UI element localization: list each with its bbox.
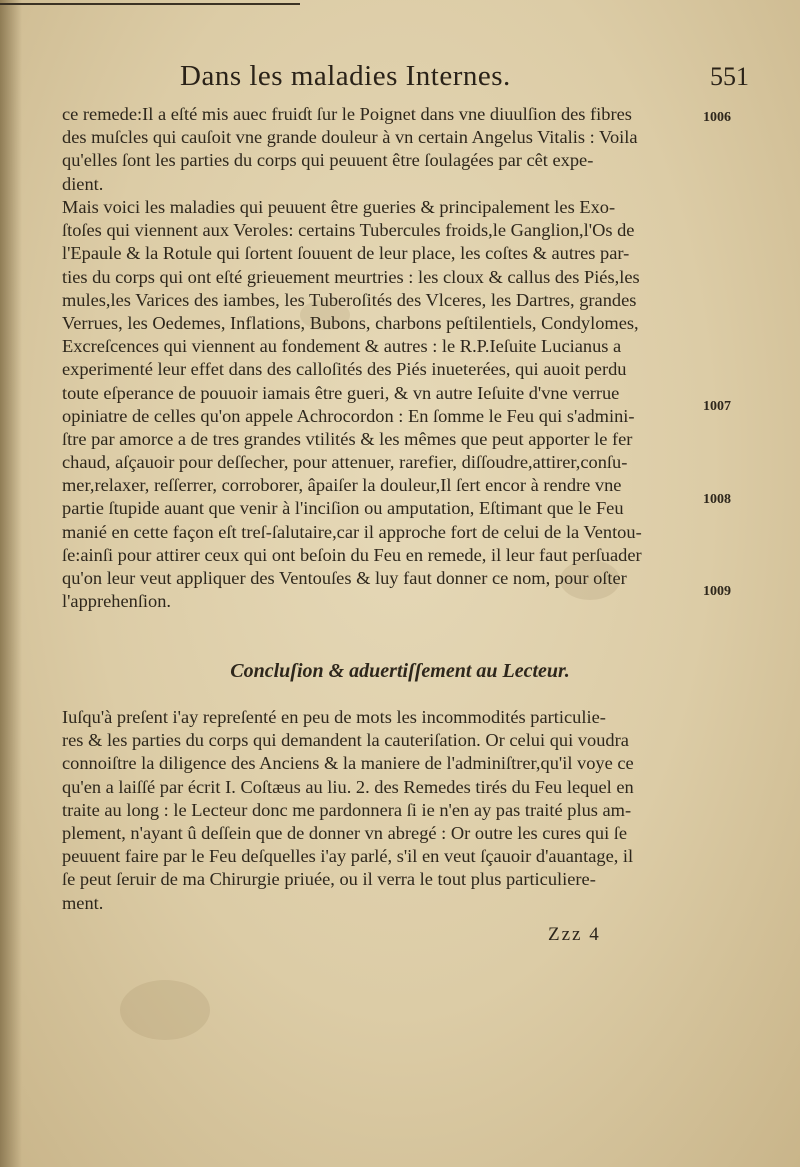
text-line: des muſcles qui cauſoit vne grande douleur à vn certain Angelus Vitalis : Voila	[62, 127, 638, 148]
page-number: 551	[710, 62, 749, 91]
text-line: experimenté leur effet dans des calloſités des Piés inueterées, qui auoit perdu	[62, 359, 627, 380]
marginal-number: 1006	[703, 110, 731, 125]
text-line: plement, n'ayant û deſſein que de donner vn abregé : Or outre les cures qui ſe	[62, 822, 628, 843]
text-line: ties du corps qui ont eſté grieuement meurtries : les cloux & callus des Piés,les	[62, 266, 640, 287]
text-line: toute eſperance de pouuoir iamais être gueri, & vn autre Ieſuite d'vne verrue	[62, 382, 620, 403]
page-header	[0, 60, 800, 100]
text-line: opiniatre de celles qu'on appele Achrocordon : En ſomme le Feu qui s'admini-	[62, 405, 635, 426]
text-line: manié en cette façon eſt treſ-ſalutaire,car il approche fort de celui de la Ventou-	[62, 521, 642, 542]
text-line: l'apprehenſion.	[62, 591, 172, 612]
text-line: mules,les Varices des iambes, les Tuberoſités des Vlceres, les Dartres, grandes	[62, 289, 637, 310]
running-title: Dans les maladies Internes.	[180, 60, 511, 92]
paper-stain	[120, 980, 210, 1040]
paragraph-2	[62, 196, 702, 613]
text-line: l'Epaule & la Rotule qui ſortent ſouuent de leur place, les coſtes & autres par-	[62, 243, 630, 264]
section-heading: Concluſion & aduertiſſement au Lecteur.	[230, 660, 570, 682]
text-line: ce remede:Il a eſté mis auec fruiɗt ſur le Poignet dans vne diuulſion des fibres	[62, 104, 632, 124]
text-line: traite au long : le Lecteur donc me pardonnera ſi ie n'en ay pas traité plus am-	[62, 799, 632, 820]
text-line: Excreſcences qui viennent au fondement & autres : le R.P.Ieſuite Lucianus a	[62, 336, 622, 357]
text-line: qu'on leur veut appliquer des Ventouſes & luy faut donner ce nom, pour oſter	[62, 568, 627, 588]
marginal-number: 1009	[703, 584, 731, 599]
text-line: Verrues, les Oedemes, Inflations, Bubons, charbons peſtilentiels, Condylomes,	[62, 312, 639, 333]
text-line: res & les parties du corps qui demandent la cauteriſation. Or celui qui voudra	[62, 730, 629, 751]
text-line: chaud, aſçauoir pour deſſecher, pour attenuer, rarefier, diſſoudre,attirer,conſu-	[62, 452, 628, 473]
top-rule	[0, 3, 300, 5]
paragraph-1	[62, 103, 702, 196]
text-line: ſe:ainſi pour attirer ceux qui ont beſoin du Feu en remede, il leur faut perſuader	[62, 544, 642, 565]
text-line: Iuſqu'à preſent i'ay repreſenté en peu de mots les incommodités particulie-	[62, 707, 606, 727]
marginal-number: 1007	[703, 399, 731, 414]
text-line: ſe peut ſeruir de ma Chirurgie priuée, ou il verra le tout plus particuliere-	[62, 869, 596, 890]
text-line: peuuent faire par le Feu deſquelles i'ay parlé, s'il en veut ſçauoir d'auantage, il	[62, 846, 634, 867]
text-line: ſtoſes qui viennent aux Veroles: certains Tubercules froids,le Ganglion,l'Os de	[62, 220, 635, 241]
text-line: dient.	[62, 173, 104, 194]
text-line: qu'en a laiſſé par écrit I. Coſtæus au liu. 2. des Remedes tirés du Feu lequel en	[62, 776, 634, 797]
text-line: ſtre par amorce a de tres grandes vtilités & les mêmes que peut apporter le fer	[62, 428, 633, 449]
text-line: Mais voici les maladies qui peuuent être gueries & principalement les Exo-	[62, 197, 616, 217]
text-line: mer,relaxer, reſſerrer, corroborer, âpaiſer la douleur,Il ſert encor à rendre vne	[62, 475, 622, 496]
signature-mark: Zzz 4	[548, 924, 601, 945]
marginal-number: 1008	[703, 492, 731, 507]
text-line: ment.	[62, 892, 104, 913]
paragraph-3	[62, 706, 702, 915]
text-line: connoiſtre la diligence des Anciens & la maniere de l'adminiſtrer,qu'il voye ce	[62, 753, 634, 774]
text-line: qu'elles ſont les parties du corps qui peuuent être ſoulagées par cêt expe-	[62, 150, 594, 171]
text-line: partie ſtupide auant que venir à l'inciſion ou amputation, Eſtimant que le Feu	[62, 498, 624, 519]
